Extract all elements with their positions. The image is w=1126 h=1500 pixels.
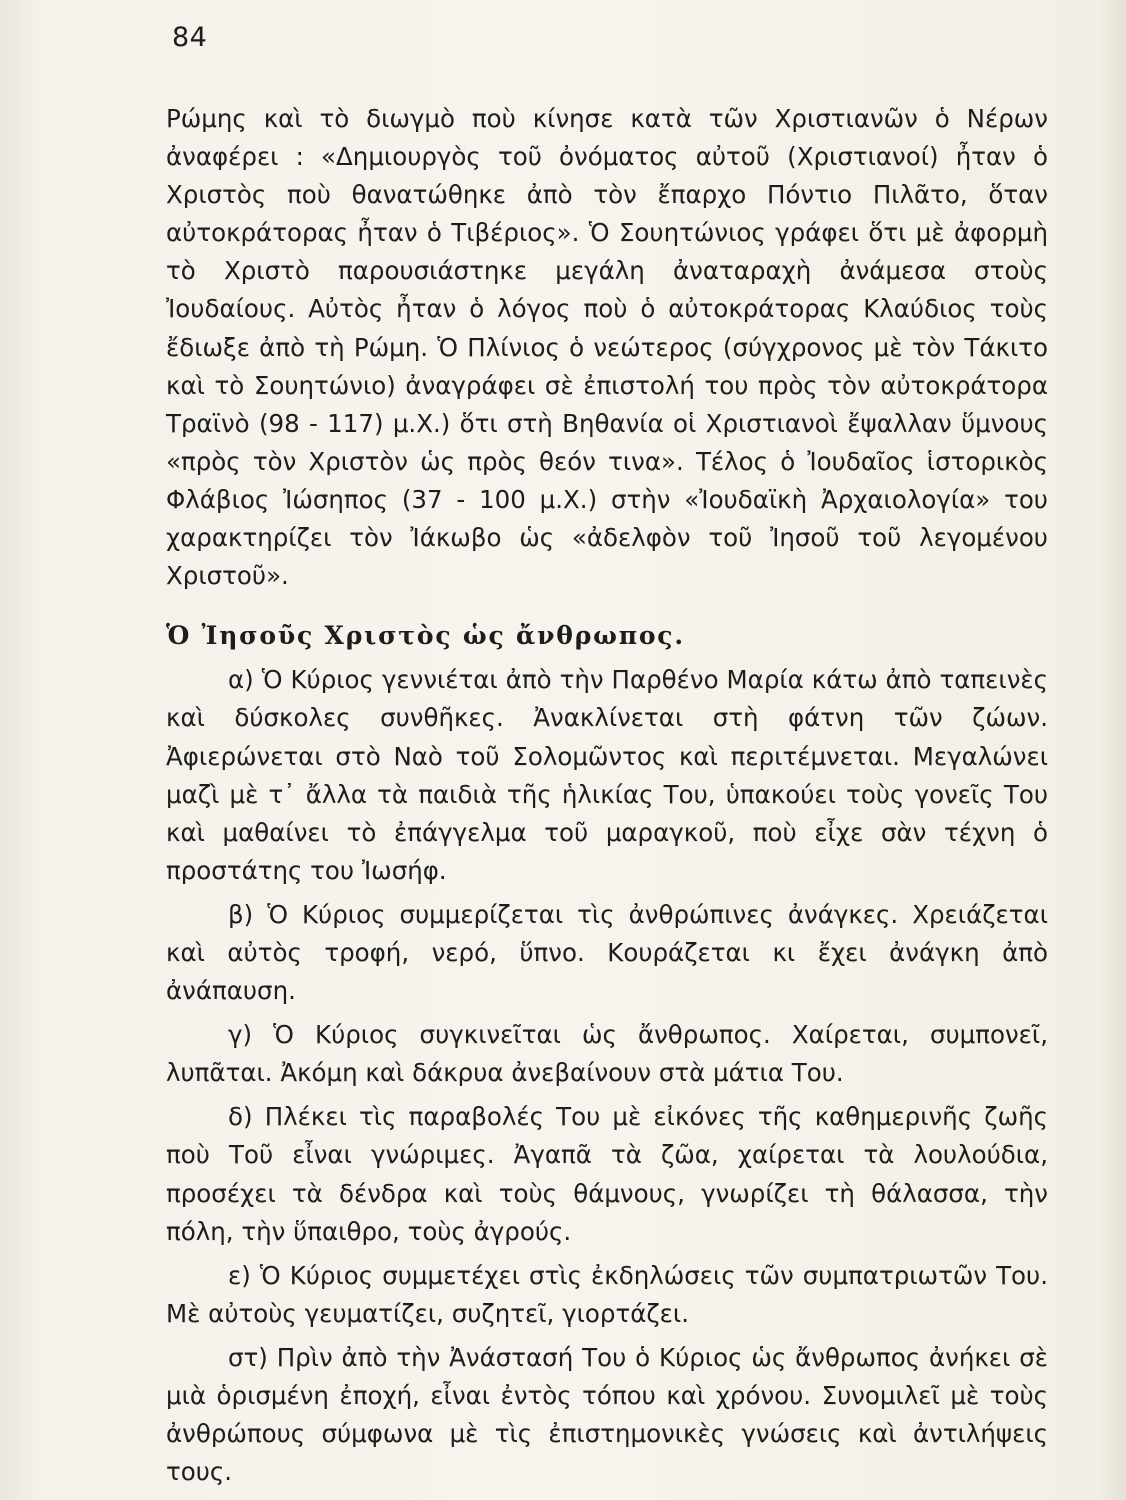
point-st: στ) Πρὶν ἀπὸ τὴν Ἀνάστασή Του ὁ Κύριος ὡς ἄνθρωπος ἀνήκει σὲ μιὰ ὁρισμένη ἐποχή, εἶναι ἐντὸς τόπου καὶ χρόνου. Συνομιλεῖ μὲ τοὺς ἀνθρώπους σύμφωνα μὲ τὶς ἐπιστημονικὲς γνώσεις καὶ ἀντιλήψεις τους. — [166, 1342, 1048, 1487]
intro-paragraph: Ρώμης καὶ τὸ διωγμὸ ποὺ κίνησε κατὰ τῶν Χριστιανῶν ὁ Νέρων ἀναφέρει : «Δημιουργὸς τοῦ ὀνόματος αὐτοῦ (Χριστιανοί) ἦταν ὁ Χριστὸς ποὺ θανατώθηκε ἀπὸ τὸν ἔπαρχο Πόντιο Πιλᾶτο, ὅταν αὐτοκράτορας ἦταν ὁ Τιβέριος». Ὁ Σουητώνιος γράφει ὅτι μὲ ἀφορμὴ τὸ Χριστὸ παρουσιάστηκε μεγάλη ἀναταραχὴ ἀνάμεσα στοὺς Ἰουδαίους. Αὐτὸς ἦταν ὁ λόγος ποὺ ὁ αὐτοκράτορας Κλαύδιος τοὺς ἔδιωξε ἀπὸ τὴ Ρώμη. Ὁ Πλίνιος ὁ νεώτερος (σύγχρονος μὲ τὸν Τάκιτο καὶ τὸ Σουητώνιο) ἀναγράφει σὲ ἐπιστολή του πρὸς τὸν αὐτοκράτορα Τραϊνὸ (98 - 117) μ.Χ.) ὅτι στὴ Βηθανία οἱ Χριστιανοὶ ἔψαλλαν ὕμνους «πρὸς τὸν Χριστὸν ὡς πρὸς θεόν τινα». Τέλος ὁ Ἰουδαῖος ἱστορικὸς Φλάβιος Ἰώσηπος (37 - 100 μ.Χ.) στὴν «Ἰουδαϊκὴ Ἀρχαιολογία» του χαρακτηρίζει τὸν Ἰάκωβο ὡς «ἀδελφὸν τοῦ Ἰησοῦ τοῦ λεγομένου Χριστοῦ». — [166, 104, 1048, 591]
section-heading: Ὁ Ἰησοῦς Χριστὸς ὡς ἄνθρωπος. — [166, 621, 685, 651]
point-a: α) Ὁ Κύριος γεννιέται ἀπὸ τὴν Παρθένο Μαρία κάτω ἀπὸ ταπεινὲς καὶ δύσκολες συνθῆκες. Ἀνακλίνεται στὴ φάτνη τῶν ζώων. Ἀφιερώνεται στὸ Ναὸ τοῦ Σολομῶντος καὶ περιτέμνεται. Μεγαλώνει μαζὶ μὲ τ᾽ ἄλλα τὰ παιδιὰ τῆς ἡλικίας Του, ὑπακούει τοὺς γονεῖς Του καὶ μαθαίνει τὸ ἐπάγγελμα τοῦ μαραγκοῦ, ποὺ εἶχε σὰν τέχνη ὁ προστάτης του Ἰωσήφ. — [166, 665, 1048, 885]
point-e: ε) Ὁ Κύριος συμμετέχει στὶς ἐκδηλώσεις τῶν συμπατριωτῶν Του. Μὲ αὐτοὺς γευματίζει, συζητεῖ, γιορτάζει. — [166, 1260, 1048, 1328]
page-body — [166, 100, 1048, 1491]
page-number: 84 — [172, 22, 208, 53]
point-b: β) Ὁ Κύριος συμμερίζεται τὶς ἀνθρώπινες ἀνάγκες. Χρειάζεται καὶ αὐτὸς τροφή, νερό, ὕπνο. Κουράζεται κι ἔχει ἀνάγκη ἀπὸ ἀνάπαυση. — [166, 899, 1048, 1006]
point-c: γ) Ὁ Κύριος συγκινεῖται ὡς ἄνθρωπος. Χαίρεται, συμπονεῖ, λυπᾶται. Ἀκόμη καὶ δάκρυα ἀνεβαίνουν στὰ μάτια Του. — [166, 1020, 1048, 1088]
point-d: δ) Πλέκει τὶς παραβολές Του μὲ εἰκόνες τῆς καθημερινῆς ζωῆς ποὺ Τοῦ εἶναι γνώριμες. Ἀγαπᾶ τὰ ζῶα, χαίρεται τὰ λουλούδια, προσέχει τὰ δένδρα καὶ τοὺς θάμνους, γνωρίζει τὴ θάλασσα, τὴν πόλη, τὴν ὕπαιθρο, τοὺς ἀγρούς. — [166, 1102, 1048, 1246]
